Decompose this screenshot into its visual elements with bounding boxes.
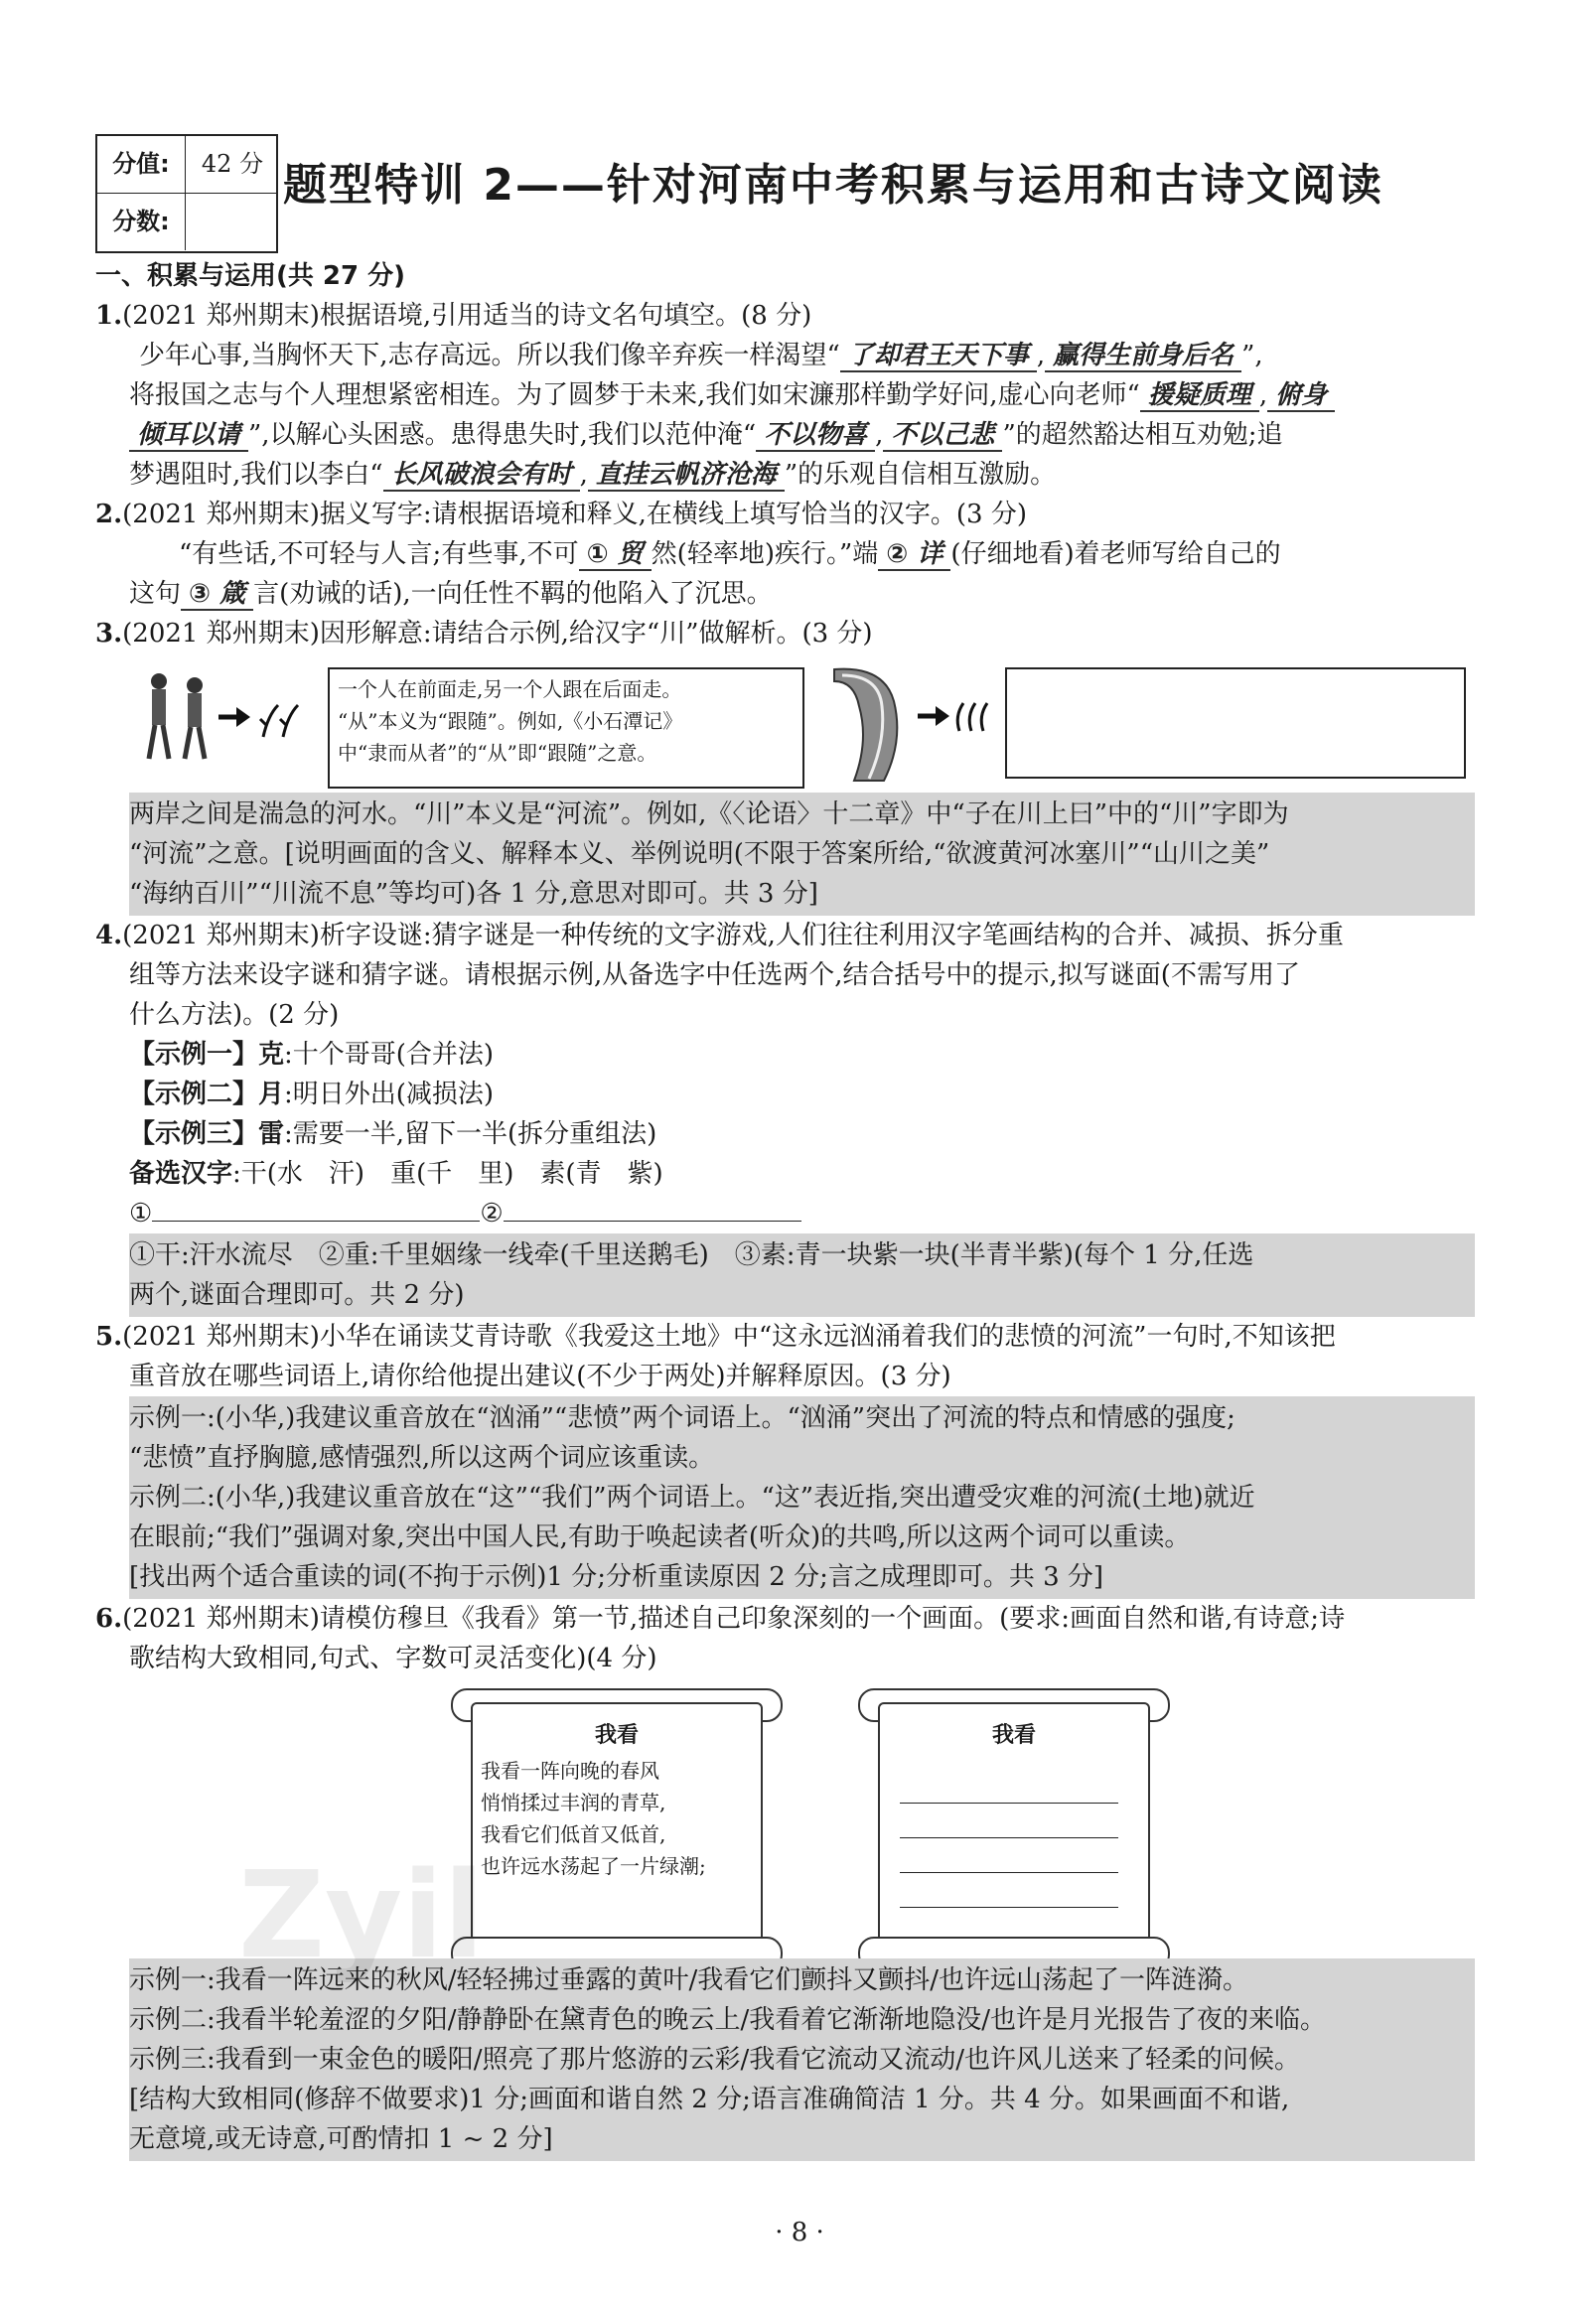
q5-answer (129, 1396, 1475, 1599)
poem-blank-line[interactable] (900, 1873, 1118, 1908)
score-row (97, 136, 276, 194)
poem-line: 悄悄揉过丰润的青草, (481, 1791, 666, 1814)
q4-options (129, 1154, 663, 1194)
q1-text: ”的乐观自信相互激励。 (784, 460, 1057, 490)
walking-people-icon (139, 667, 308, 767)
blank-2[interactable] (504, 1221, 801, 1222)
q3-stem-text: (2021 郑州期末)因形解意:请结合示例,给汉字“川”做解析。(3 分) (122, 619, 873, 649)
q4-example-3 (129, 1114, 656, 1154)
q6-number: 6. (95, 1604, 123, 1634)
q2-line-2 (129, 574, 773, 614)
example-text: :需要一半,留下一半(拆分重组法) (284, 1119, 657, 1149)
example-line: 中“隶而从者”的“从”即“跟随”之意。 (338, 741, 657, 765)
answer-line: 在眼前;“我们”强调对象,突出中国人民,有助于唤起读者(听众)的共鸣,所以这两个词可以重读。 (129, 1522, 1191, 1552)
q1-answer-3: 援疑质理 (1140, 380, 1259, 412)
example-line: “从”本义为“跟随”。例如,《小石潭记》 (338, 709, 683, 733)
q2-text: “有些话,不可轻与人言;有些事,不可 (179, 539, 579, 569)
page-number: · 8 · (775, 2218, 824, 2247)
q5-stem-text: 重音放在哪些词语上,请你给他提出建议(不少于两处)并解释原因。(3 分) (129, 1362, 951, 1391)
q5-number: 5. (95, 1322, 123, 1352)
q1-answer-4b: 倾耳以请 (129, 420, 248, 452)
q4-answer (129, 1233, 1475, 1317)
cong-illustration (139, 667, 308, 767)
q4-stem-text: 什么方法)。(2 分) (129, 1000, 340, 1030)
answer-line: ①干:汗水流尽 ②重:千里姻缘一线牵(千里送鹅毛) ③素:青一块紫一块(半青半紫)(每个 1 分,任选 (129, 1240, 1254, 1270)
answer-line: [结构大致相同(修辞不做要求)1 分;画面和谐自然 2 分;语言准确简洁 1 分。共 4 分。如果画面不和谐, (129, 2085, 1290, 2114)
example-label: 【示例二】月 (129, 1080, 285, 1109)
blank-1-label: ① (129, 1199, 153, 1229)
chuan-answer-box (1005, 667, 1466, 779)
scroll-title: 我看 (991, 1723, 1036, 1748)
q1-text: 将报国之志与个人理想紧密相连。为了圆梦于未来,我们如宋濂那样勤学好问,虚心向老师“ (129, 380, 1140, 410)
page-title: 题型特训 2——针对河南中考积累与运用和古诗文阅读 (283, 160, 1383, 211)
poem-line: 我看它们低首又低首, (481, 1822, 666, 1846)
points-value (193, 194, 272, 250)
q1-answer-5: 不以物喜 (756, 420, 875, 452)
q4-blanks (129, 1194, 801, 1233)
q2-stem-text: (2021 郑州期末)据义写字:请根据语境和释义,在横线上填写恰当的汉字。(3 分) (122, 500, 1027, 529)
q1-line-1 (139, 336, 1263, 375)
q2-text: (仔细地看)着老师写给自己的 (950, 539, 1281, 569)
answer-line: 两个,谜面合理即可。共 2 分) (129, 1280, 465, 1310)
answer-line: “悲愤”直抒胸臆,感情强烈,所以这两个词应该重读。 (129, 1443, 715, 1473)
section-heading: 一、积累与运用(共 27 分) (95, 261, 406, 291)
answer-line: 无意境,或无诗意,可酌情扣 1 ~ 2 分] (129, 2124, 553, 2154)
q1-text: ”, (1241, 341, 1263, 370)
q6-answer (129, 1958, 1475, 2161)
poem-line: 我看一阵向晚的春风 (481, 1759, 659, 1783)
q5-stem (95, 1317, 1336, 1396)
options-text: :干(水 汗) 重(千 里) 素(青 紫) (232, 1159, 663, 1189)
q1-text: , (875, 420, 884, 450)
q1-answer-2: 赢得生前身后名 (1045, 341, 1241, 372)
q4-stem-text: 组等方法来设字谜和猜字谜。请根据示例,从备选字中任选两个,结合括号中的提示,拟写谜面(不需写用了 (129, 960, 1300, 990)
poem-scroll (443, 1688, 791, 1986)
q1-answer-4: 俯身 (1267, 380, 1335, 412)
watermark: Zyil (238, 1847, 485, 1985)
answer-line: 示例一:(小华,)我建议重音放在“汹涌”“悲愤”两个词语上。“汹涌”突出了河流的特点和情感的强度; (129, 1403, 1235, 1433)
answer-line: 示例二:我看半轮羞涩的夕阳/静静卧在黛青色的晚云上/我看着它渐渐地隐没/也许是月光报告了夜的来临。 (129, 2005, 1327, 2035)
scroll-paper (471, 1702, 763, 1954)
score-label: 分值: (97, 136, 186, 193)
points-label: 分数: (97, 194, 186, 250)
q1-answer-7: 长风破浪会有时 (383, 460, 580, 492)
answer-line: [找出两个适合重读的词(不拘于示例)1 分;分析重读原因 2 分;言之成理即可。共 3 分] (129, 1562, 1104, 1592)
answer-line: “海纳百川”“川流不息”等均可)各 1 分,意思对即可。共 3 分] (129, 879, 818, 909)
poem-blank-line[interactable] (900, 1804, 1118, 1838)
q2-text: 这句 (129, 579, 182, 609)
q3-stem (95, 614, 873, 653)
q3-number: 3. (95, 619, 123, 649)
example-label: 【示例三】雷 (129, 1119, 285, 1149)
q1-text: , (1036, 341, 1046, 370)
q1-text: 梦遇阻时,我们以李白“ (129, 460, 383, 490)
q1-text: , (579, 460, 588, 490)
q1-text: ”,以解心头困惑。患得患失时,我们以范仲淹“ (248, 420, 757, 450)
score-value: 42 分 (201, 150, 264, 178)
q2-text: 然(轻率地)疾行。”端 (651, 539, 879, 569)
points-row (97, 194, 276, 250)
scroll-title: 我看 (594, 1723, 639, 1748)
q6-stem-text: (2021 郑州期末)请模仿穆旦《我看》第一节,描述自己印象深刻的一个画面。(要求:画面自然和谐,有诗意;诗 (122, 1604, 1346, 1634)
q1-line-4 (129, 455, 1056, 495)
cong-example-box (328, 667, 804, 789)
q1-answer-6: 不以己悲 (883, 420, 1002, 452)
poem-blank-line[interactable] (900, 1838, 1118, 1873)
q1-line-2 (129, 375, 1335, 415)
score-box (95, 134, 278, 253)
answer-line: 两岸之间是湍急的河水。“川”本义是“河流”。例如,《〈论语〉十二章》中“子在川上曰”中的“川”字即为 (129, 799, 1289, 829)
q4-example-2 (129, 1075, 494, 1114)
q2-text: 言(劝诫的话),一向任性不羁的他陷入了沉思。 (253, 579, 773, 609)
poem-line: 也许远水荡起了一片绿潮; (481, 1854, 706, 1878)
q4-stem-text: (2021 郑州期末)析字设谜:猜字谜是一种传统的文字游戏,人们往往利用汉字笔画结构的合并、减损、拆分重 (122, 921, 1344, 950)
options-label: 备选汉字 (129, 1159, 233, 1189)
q1-stem (95, 296, 811, 336)
q6-stem (95, 1599, 1345, 1678)
example-line: 一个人在前面走,另一个人跟在后面走。 (338, 677, 682, 701)
q2-blank-1: ① 贸 (579, 539, 652, 571)
q1-text: 少年心事,当胸怀天下,志存高远。所以我们像辛弃疾一样渴望“ (139, 341, 840, 370)
q4-number: 4. (95, 921, 123, 950)
example-text: :明日外出(减损法) (284, 1080, 495, 1109)
q1-line-3 (129, 415, 1283, 455)
blank-1[interactable] (152, 1221, 480, 1222)
q5-stem-text: (2021 郑州期末)小华在诵读艾青诗歌《我爱这土地》中“这永远汹涌着我们的悲愤的河流”一句时,不知该把 (122, 1322, 1336, 1352)
poem-blank-line[interactable] (900, 1769, 1118, 1804)
q3-answer (129, 793, 1475, 916)
q2-line-1 (179, 534, 1281, 574)
q6-stem-text: 歌结构大致相同,句式、字数可灵活变化)(4 分) (129, 1644, 657, 1673)
q1-stem-text: (2021 郑州期末)根据语境,引用适当的诗文名句填空。(8 分) (122, 301, 812, 331)
example-label: 【示例一】克 (129, 1040, 285, 1070)
q4-stem (95, 916, 1344, 1035)
answer-line: 示例三:我看到一束金色的暖阳/照亮了那片悠游的云彩/我看它流动又流动/也许风儿送来了轻柔的问候。 (129, 2045, 1301, 2075)
q2-stem (95, 495, 1027, 534)
q2-blank-3: ③ 箴 (181, 579, 253, 611)
q1-answer-8: 直挂云帆济沧海 (588, 460, 785, 492)
example-text: :十个哥哥(合并法) (284, 1040, 495, 1070)
scroll-paper (878, 1702, 1150, 1954)
answer-line: 示例二:(小华,)我建议重音放在“这”“我们”两个词语上。“这”表近指,突出遭受灾难的河流(土地)就近 (129, 1483, 1255, 1513)
answer-scroll (850, 1688, 1178, 1986)
answer-line: 示例一:我看一阵远来的秋风/轻轻拂过垂露的黄叶/我看它们颤抖又颤抖/也许远山荡起了一阵涟漪。 (129, 1965, 1249, 1995)
q2-number: 2. (95, 500, 123, 529)
q1-text: , (1258, 380, 1268, 410)
chuan-illustration (824, 661, 993, 786)
q1-answer-1: 了却君王天下事 (840, 341, 1037, 372)
q4-example-1 (129, 1035, 494, 1075)
river-icon (824, 661, 993, 786)
q1-number: 1. (95, 301, 123, 331)
q2-blank-2: ② 详 (878, 539, 950, 571)
blank-2-label: ② (480, 1199, 504, 1229)
q1-text: ”的超然豁达相互劝勉;追 (1002, 420, 1283, 450)
answer-line: “河流”之意。[说明画面的含义、解释本义、举例说明(不限于答案所给,“欲渡黄河冰塞川”“山川之美” (129, 839, 1270, 869)
